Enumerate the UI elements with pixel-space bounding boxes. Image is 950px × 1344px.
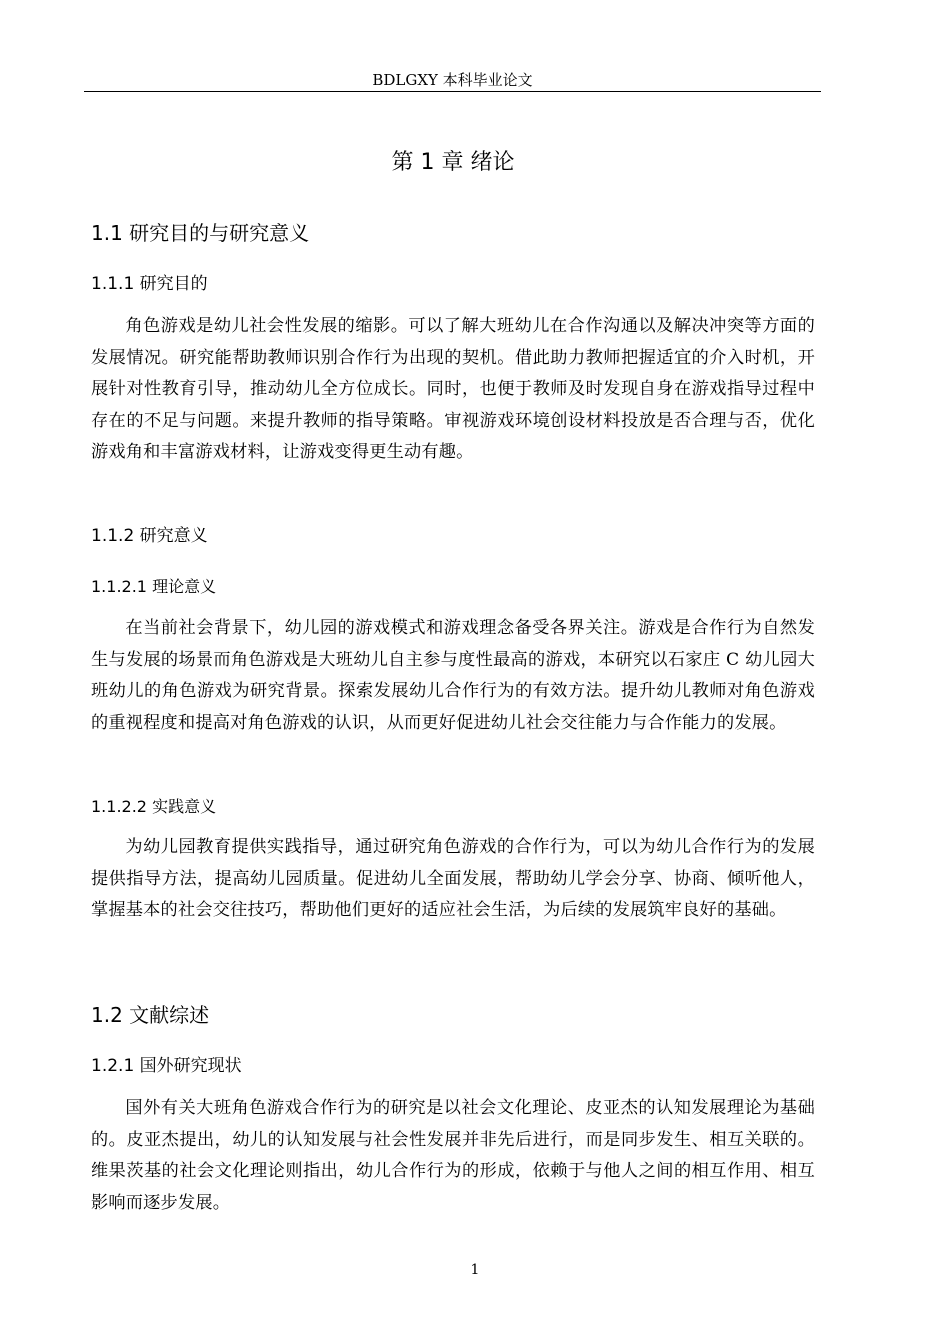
- paragraph-research-purpose: 角色游戏是幼儿社会性发展的缩影。可以了解大班幼儿在合作沟通以及解决冲突等方面的发展情况。研究能帮助教师识别合作行为出现的契机。借此助力教师把握适宜的介入时机，开展针对性教育引导，推动幼儿全方位成长。同时，也便于教师及时发现自身在游戏指导过程中存在的不足与问题。来提升教师的指导策略。审视游戏环境创设材料投放是否合理与否，优化游戏角和丰富游戏材料，让游戏变得更生动有趣。: [91, 316, 815, 462]
- running-header: BDLGXY 本科毕业论文: [372, 71, 533, 89]
- section-heading-1-1-2-2: 1.1.2.2 实践意义: [91, 797, 217, 816]
- paragraph-theoretical-significance: 在当前社会背景下，幼儿园的游戏模式和游戏理念备受各界关注。游戏是合作行为自然发生与发展的场景而角色游戏是大班幼儿自主参与度性最高的游戏，本研究以石家庄 C 幼儿园大班幼儿的角色游戏为研究背景。探索发展幼儿合作行为的有效方法。提升幼儿教师对角色游戏的重视程度和提高对角色游戏的认识，从而更好促进幼儿社会交往能力与合作能力的发展。: [91, 618, 815, 733]
- paragraph-foreign-research: 国外有关大班角色游戏合作行为的研究是以社会文化理论、皮亚杰的认知发展理论为基础的。皮亚杰提出，幼儿的认知发展与社会性发展并非先后进行，而是同步发生、相互关联的。维果茨基的社会文化理论则指出，幼儿合作行为的形成，依赖于与他人之间的相互作用、相互影响而逐步发展。: [91, 1098, 815, 1213]
- section-heading-1-1-1: 1.1.1 研究目的: [91, 274, 208, 294]
- header-rule: [84, 91, 821, 92]
- section-heading-1-2: 1.2 文献综述: [91, 1003, 210, 1027]
- section-heading-1-1: 1.1 研究目的与研究意义: [91, 221, 310, 245]
- page-number: 1: [470, 1262, 480, 1278]
- section-heading-1-1-2-1: 1.1.2.1 理论意义: [91, 577, 217, 596]
- section-heading-1-2-1: 1.2.1 国外研究现状: [91, 1056, 242, 1076]
- paragraph-practical-significance: 为幼儿园教育提供实践指导，通过研究角色游戏的合作行为，可以为幼儿合作行为的发展提供指导方法，提高幼儿园质量。促进幼儿全面发展，帮助幼儿学会分享、协商、倾听他人，掌握基本的社会交往技巧，帮助他们更好的适应社会生活，为后续的发展筑牢良好的基础。: [91, 837, 815, 920]
- section-heading-1-1-2: 1.1.2 研究意义: [91, 526, 208, 546]
- chapter-title: 第 1 章 绪论: [391, 150, 515, 175]
